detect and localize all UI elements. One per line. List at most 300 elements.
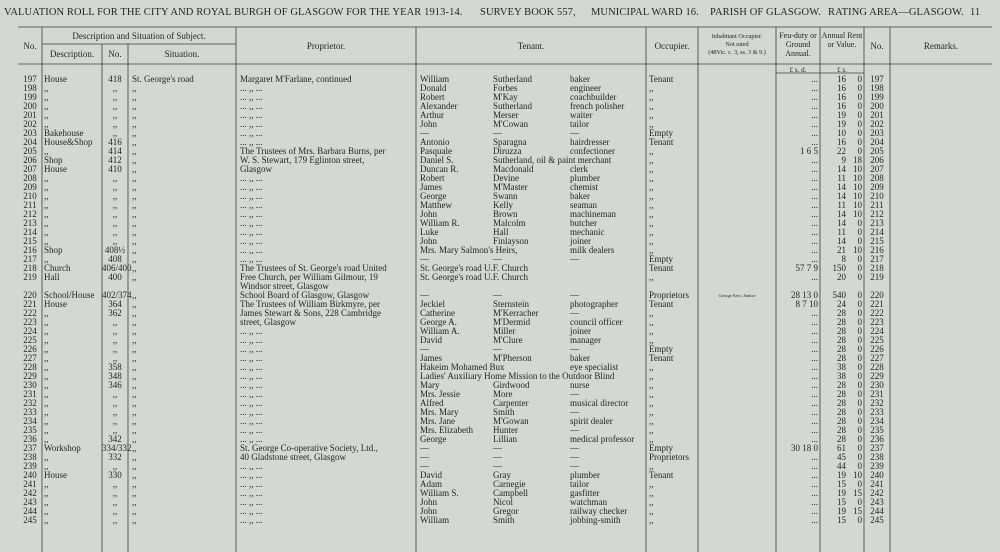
cell-tenant-first: Alexander: [420, 101, 458, 111]
cell-no-right: 221: [870, 299, 884, 309]
cell-tenant-surname: —: [493, 128, 502, 138]
cell-description: Shop: [44, 155, 63, 165]
cell-tenant-first: —: [420, 290, 429, 300]
cell-situation: ,,: [132, 407, 137, 417]
cell-proprietor: ... ,, ...: [240, 101, 263, 111]
cell-tenant-first: John: [420, 119, 438, 129]
cell-feu-duty: ...: [811, 398, 818, 408]
cell-rent-shillings: 0: [857, 398, 862, 408]
cell-proprietor: ... ,, ...: [240, 236, 263, 246]
cell-rent-shillings: 10: [853, 164, 862, 174]
cell-tenant-first: Luke: [420, 227, 439, 237]
cell-tenant-first: John: [420, 209, 438, 219]
cell-tenant-occupation: council officer: [570, 317, 623, 327]
cell-tenant-occupation: —: [570, 308, 579, 318]
col-header-rent: Annual Rent or Value.: [821, 31, 863, 49]
cell-no: 236: [23, 434, 37, 444]
cell-description: ,,: [44, 227, 49, 237]
cell-situation: ,,: [132, 173, 137, 183]
cell-feu-duty: ...: [811, 380, 818, 390]
cell-occupier: Tenant: [649, 299, 674, 309]
cell-house-no: ,,: [112, 191, 118, 201]
cell-proprietor: Glasgow: [240, 164, 272, 174]
cell-tenant-occupation: —: [570, 389, 579, 399]
cell-no: 238: [23, 452, 37, 462]
cell-occupier: Empty: [649, 344, 673, 354]
cell-rent-shillings: 0: [857, 218, 862, 228]
cell-tenant-surname: Sutherland: [493, 101, 532, 111]
cell-rent-pounds: 15: [837, 497, 846, 507]
cell-tenant-surname: Lillian: [493, 434, 517, 444]
cell-rent-pounds: 61: [837, 443, 846, 453]
cell-tenant-surname: Merser: [493, 110, 519, 120]
cell-situation: ,,: [132, 191, 137, 201]
cell-occupier: ,,: [649, 245, 654, 255]
cell-tenant-occupation: french polisher: [570, 101, 625, 111]
cell-proprietor: ... ,, ...: [240, 515, 263, 525]
cell-tenant-surname: Sparagna: [493, 137, 527, 147]
cell-description: ,,: [44, 434, 49, 444]
cell-rent-shillings: 0: [857, 362, 862, 372]
cell-description: ,,: [44, 515, 49, 525]
cell-no: 206: [23, 155, 37, 165]
cell-tenant-occupation: baker: [570, 74, 590, 84]
cell-no-right: 243: [870, 497, 884, 507]
cell-feu-duty: ...: [811, 515, 818, 525]
cell-rent-pounds: 15: [837, 515, 846, 525]
cell-proprietor: Margaret M'Farlane, continued: [240, 74, 352, 84]
cell-feu-duty: ...: [811, 461, 818, 471]
cell-rent-pounds: 19: [837, 119, 846, 129]
cell-feu-duty: ...: [811, 101, 818, 111]
cell-tenant-surname: M'Dermid: [493, 317, 531, 327]
cell-tenant-first: Robert: [420, 173, 445, 183]
cell-rent-pounds: 38: [837, 371, 846, 381]
cell-tenant-first: Ladies' Auxiliary Home Mission to the Outdoor Blind: [420, 371, 615, 381]
cell-feu-duty: ...: [811, 497, 818, 507]
cell-situation: ,,: [132, 164, 137, 174]
cell-situation: ,,: [132, 380, 137, 390]
cell-tenant-first: Antonio: [420, 137, 450, 147]
cell-no-right: 199: [870, 92, 884, 102]
col-header-inhabitant-not-rated: Not rated: [725, 41, 749, 48]
cell-no: 229: [23, 371, 37, 381]
cell-tenant-occupation: tailor: [570, 479, 589, 489]
cell-rent-shillings: 0: [857, 380, 862, 390]
cell-proprietor: ... ,, ...: [240, 254, 263, 264]
cell-no: 199: [23, 92, 37, 102]
cell-rent-pounds: 19: [837, 488, 846, 498]
cell-proprietor: ... ,, ...: [240, 488, 263, 498]
cell-no-right: 200: [870, 101, 884, 111]
cell-tenant-surname: —: [493, 344, 502, 354]
cell-description: ,,: [44, 380, 49, 390]
cell-description: Bakehouse: [44, 128, 84, 138]
cell-situation: ,,: [132, 137, 137, 147]
cell-rent-pounds: 28: [837, 353, 846, 363]
cell-occupier: ,,: [649, 173, 654, 183]
cell-occupier: ,,: [649, 380, 654, 390]
cell-house-no: ,,: [112, 317, 118, 327]
cell-rent-pounds: 16: [837, 137, 846, 147]
cell-feu-duty: ...: [811, 245, 818, 255]
cell-rent-shillings: 0: [857, 83, 862, 93]
cell-house-no: ,,: [112, 92, 118, 102]
cell-house-no: 408½: [104, 245, 126, 255]
cell-rent-shillings: 10: [853, 191, 862, 201]
cell-occupier: Proprietors: [649, 452, 689, 462]
cell-occupier: ,,: [649, 182, 654, 192]
header-ward: MUNICIPAL WARD 16.: [591, 7, 699, 18]
cell-house-no: 410: [108, 164, 122, 174]
cell-feu-duty: ...: [811, 308, 818, 318]
cell-tenant-occupation: clerk: [570, 164, 588, 174]
cell-no-right: 241: [870, 479, 884, 489]
cell-tenant-occupation: railway checker: [570, 506, 628, 516]
cell-tenant-first: Alfred: [420, 398, 444, 408]
cell-house-no: ,,: [112, 416, 118, 426]
cell-house-no: ,,: [112, 110, 118, 120]
cell-feu-duty: ...: [811, 119, 818, 129]
cell-situation: ,,: [132, 155, 137, 165]
cell-proprietor: School Board of Glasgow, Glasgow: [240, 290, 370, 300]
cell-situation: ,,: [132, 497, 137, 507]
cell-tenant-surname: Carnegie: [493, 479, 526, 489]
cell-situation: ,,: [132, 461, 137, 471]
cell-tenant-surname: Kelly: [493, 200, 513, 210]
cell-tenant-surname: —: [493, 443, 502, 453]
cell-situation: ,,: [132, 200, 137, 210]
cell-proprietor: ... ,, ...: [240, 470, 263, 480]
cell-rent-shillings: 0: [857, 308, 862, 318]
cell-occupier: Proprietors: [649, 290, 689, 300]
cell-house-no: ,,: [112, 506, 118, 516]
cell-situation: ,,: [132, 128, 137, 138]
cell-tenant-first: William: [420, 74, 450, 84]
cell-situation: ,,: [132, 119, 137, 129]
cell-tenant-surname: Girdwood: [493, 380, 530, 390]
cell-description: School/House: [44, 290, 95, 300]
cell-tenant-first: George: [420, 191, 447, 201]
cell-house-no: ,,: [112, 119, 118, 129]
cell-tenant-occupation: baker: [570, 191, 590, 201]
cell-tenant-first: William R.: [420, 218, 460, 228]
cell-tenant-occupation: manager: [570, 335, 601, 345]
cell-tenant-surname: —: [493, 290, 502, 300]
col-header-inhabitant-act: (48Vic. c. 3, ss. 3 & 9.): [708, 49, 766, 56]
cell-no-right: 226: [870, 344, 884, 354]
cell-tenant-first: William S.: [420, 488, 459, 498]
cell-rent-shillings: 0: [857, 335, 862, 345]
cell-rent-shillings: 0: [857, 263, 862, 273]
cell-occupier: ,,: [649, 425, 654, 435]
cell-description: ,,: [44, 236, 49, 246]
cell-no: 235: [23, 425, 37, 435]
cell-tenant-surname: Sutherland: [493, 74, 532, 84]
cell-no: 231: [23, 389, 37, 399]
cell-house-no: 346: [108, 380, 122, 390]
cell-no-right: 239: [870, 461, 884, 471]
cell-rent-pounds: 14: [837, 236, 846, 246]
cell-rent-pounds: 19: [837, 110, 846, 120]
cell-feu-duty: ...: [811, 272, 818, 282]
cell-description: ,,: [44, 416, 49, 426]
cell-no-right: 204: [870, 137, 884, 147]
cell-no-right: 209: [870, 182, 884, 192]
cell-rent-pounds: 14: [837, 191, 846, 201]
cell-house-no: ,,: [112, 353, 118, 363]
cell-tenant-surname: Miller: [493, 326, 516, 336]
cell-no-right: 245: [870, 515, 884, 525]
cell-feu-duty: ...: [811, 434, 818, 444]
cell-rent-pounds: 28: [837, 416, 846, 426]
cell-situation: St. George's road: [132, 74, 194, 84]
cell-tenant-occupation: —: [570, 443, 579, 453]
cell-no: 242: [23, 488, 37, 498]
cell-no: 219: [23, 272, 37, 282]
cell-rent-shillings: 0: [857, 317, 862, 327]
cell-rent-shillings: 0: [857, 236, 862, 246]
cell-no-right: 215: [870, 236, 884, 246]
cell-tenant-surname: —: [493, 254, 502, 264]
cell-occupier: ,,: [649, 371, 654, 381]
cell-tenant-surname: Brown: [493, 209, 518, 219]
cell-no-right: 203: [870, 128, 884, 138]
cell-occupier: ,,: [649, 335, 654, 345]
cell-rent-shillings: 0: [857, 344, 862, 354]
cell-occupier: ,,: [649, 218, 654, 228]
cell-proprietor: 40 Gladstone street, Glasgow: [240, 452, 346, 462]
cell-proprietor: Windsor street, Glasgow: [240, 281, 329, 291]
cell-description: ,,: [44, 308, 49, 318]
cell-proprietor: ... ,, ...: [240, 128, 263, 138]
cell-rent-shillings: 0: [857, 434, 862, 444]
cell-house-no: 334/332: [102, 443, 132, 453]
cell-rent-shillings: 0: [857, 272, 862, 282]
cell-description: ,,: [44, 506, 49, 516]
cell-tenant-occupation: —: [570, 254, 579, 264]
cell-no-right: 240: [870, 470, 884, 480]
cell-no: 221: [23, 299, 37, 309]
cell-tenant-occupation: plumber: [570, 173, 600, 183]
cell-occupier: ,,: [649, 119, 654, 129]
cell-no: 230: [23, 380, 37, 390]
cell-no: 208: [23, 173, 37, 183]
cell-tenant-occupation: —: [570, 344, 579, 354]
units-rent: £ s.: [837, 66, 847, 74]
cell-rent-shillings: 0: [857, 128, 862, 138]
cell-occupier: ,,: [649, 479, 654, 489]
cell-house-no: ,,: [112, 407, 118, 417]
cell-no-right: 234: [870, 416, 884, 426]
cell-rent-pounds: 22: [837, 146, 846, 156]
cell-rent-shillings: 10: [853, 173, 862, 183]
cell-tenant-first: St. George's road U.F. Church: [420, 272, 528, 282]
cell-rent-pounds: 150: [832, 263, 846, 273]
cell-proprietor: ... ,, ...: [240, 209, 263, 219]
cell-feu-duty: ...: [811, 326, 818, 336]
cell-tenant-occupation: —: [570, 461, 579, 471]
cell-rent-pounds: 11: [837, 173, 846, 183]
cell-rent-pounds: 16: [837, 101, 846, 111]
cell-feu-duty: 28 13 0: [791, 290, 818, 300]
cell-no: 220: [23, 290, 37, 300]
cell-feu-duty: ...: [811, 227, 818, 237]
cell-no: 245: [23, 515, 37, 525]
cell-situation: ,,: [132, 83, 137, 93]
cell-proprietor: Free Church, per William Gilmour, 19: [240, 272, 378, 282]
cell-situation: ,,: [132, 317, 137, 327]
cell-house-no: 418: [108, 74, 122, 84]
cell-tenant-surname: Diruzza: [493, 146, 522, 156]
cell-proprietor: W. S. Stewart, 179 Eglinton street,: [240, 155, 365, 165]
cell-proprietor: ... ,, ...: [240, 461, 263, 471]
cell-feu-duty: ...: [811, 506, 818, 516]
cell-rent-shillings: 0: [857, 146, 862, 156]
cell-occupier: Tenant: [649, 137, 674, 147]
cell-occupier: Tenant: [649, 470, 674, 480]
cell-proprietor: St. George Co-operative Society, Ltd.,: [240, 443, 378, 453]
cell-proprietor: ... ,, ...: [240, 362, 263, 372]
cell-feu-duty: 8 7 10: [795, 299, 818, 309]
cell-occupier: Empty: [649, 443, 673, 453]
cell-tenant-occupation: photographer: [570, 299, 618, 309]
cell-tenant-first: Arthur: [420, 110, 444, 120]
cell-feu-duty: ...: [811, 218, 818, 228]
cell-tenant-occupation: —: [570, 452, 579, 462]
cell-description: ,,: [44, 335, 49, 345]
col-header-no: No.: [23, 41, 37, 51]
cell-rent-shillings: 0: [857, 416, 862, 426]
cell-house-no: 364: [108, 299, 122, 309]
cell-tenant-occupation: mechanic: [570, 227, 605, 237]
cell-tenant-surname: M'Cowan: [493, 119, 529, 129]
cell-no: 204: [23, 137, 37, 147]
cell-occupier: ,,: [649, 83, 654, 93]
cell-proprietor: street, Glasgow: [240, 317, 296, 327]
cell-tenant-occupation: tailor: [570, 119, 589, 129]
cell-no-right: 214: [870, 227, 884, 237]
cell-rent-shillings: 0: [857, 353, 862, 363]
cell-rent-shillings: 0: [857, 119, 862, 129]
cell-tenant-surname: Smith: [493, 407, 515, 417]
cell-no-right: 216: [870, 245, 884, 255]
cell-tenant-first: Catherine: [420, 308, 455, 318]
cell-tenant-surname: Sternstein: [493, 299, 529, 309]
cell-tenant-occupation: musical director: [570, 398, 629, 408]
cell-situation: ,,: [132, 389, 137, 399]
cell-no-right: 222: [870, 308, 884, 318]
cell-rent-pounds: 28: [837, 326, 846, 336]
cell-situation: ,,: [132, 398, 137, 408]
cell-tenant-first: Donald: [420, 83, 447, 93]
cell-tenant-first: John: [420, 506, 438, 516]
cell-no-right: 238: [870, 452, 884, 462]
cell-feu-duty: ...: [811, 137, 818, 147]
cell-tenant-first: John: [420, 497, 438, 507]
cell-tenant-surname: Nicol: [493, 497, 513, 507]
cell-rent-pounds: 11: [837, 200, 846, 210]
cell-description: House&Shop: [44, 137, 93, 147]
cell-no: 210: [23, 191, 37, 201]
cell-feu-duty: ...: [811, 74, 818, 84]
cell-occupier: ,,: [649, 488, 654, 498]
cell-house-no: ,,: [112, 173, 118, 183]
cell-no: 224: [23, 326, 37, 336]
cell-situation: ,,: [132, 209, 137, 219]
cell-house-no: ,,: [112, 488, 118, 498]
cell-house-no: ,,: [112, 425, 118, 435]
cell-tenant-occupation: joiner: [570, 236, 591, 246]
cell-rent-pounds: 540: [832, 290, 846, 300]
cell-no: 223: [23, 317, 37, 327]
cell-no: 241: [23, 479, 37, 489]
cell-tenant-occupation: seaman: [570, 200, 597, 210]
cell-no: 228: [23, 362, 37, 372]
cell-description: ,,: [44, 110, 49, 120]
cell-no-right: 229: [870, 371, 884, 381]
cell-feu-duty: ...: [811, 479, 818, 489]
cell-tenant-first: Hakeim Mohamed Bux: [420, 362, 505, 372]
cell-tenant-occupation: eye specialist: [570, 362, 619, 372]
cell-situation: ,,: [132, 236, 137, 246]
cell-rent-pounds: 14: [837, 209, 846, 219]
cell-no-right: 217: [870, 254, 884, 264]
cell-occupier: Tenant: [649, 263, 674, 273]
cell-description: ,,: [44, 353, 49, 363]
cell-proprietor: ... ,, ...: [240, 182, 263, 192]
cell-feu-duty: ...: [811, 344, 818, 354]
cell-occupier: ,,: [649, 389, 654, 399]
cell-situation: ,,: [132, 110, 137, 120]
cell-no: 212: [23, 209, 37, 219]
cell-rent-shillings: 15: [853, 488, 862, 498]
cell-tenant-occupation: gasfitter: [570, 488, 600, 498]
cell-rent-shillings: 0: [857, 74, 862, 84]
cell-situation: ,,: [132, 371, 137, 381]
cell-tenant-surname: —: [493, 452, 502, 462]
cell-tenant-first: Jeckiel: [420, 299, 445, 309]
col-header-situation: Situation.: [164, 49, 200, 59]
cell-house-no: ,,: [112, 83, 118, 93]
cell-no-right: 223: [870, 317, 884, 327]
cell-description: ,,: [44, 119, 49, 129]
cell-rent-pounds: 14: [837, 218, 846, 228]
cell-rent-shillings: 0: [857, 299, 862, 309]
cell-no-right: 202: [870, 119, 884, 129]
cell-no-right: 242: [870, 488, 884, 498]
cell-rent-shillings: 10: [853, 200, 862, 210]
cell-situation: ,,: [132, 101, 137, 111]
cell-situation: ,,: [132, 182, 137, 192]
cell-feu-duty: ...: [811, 389, 818, 399]
cell-house-no: ,,: [112, 398, 118, 408]
header-parish: PARISH OF GLASGOW.: [710, 7, 822, 18]
cell-occupier: ,,: [649, 407, 654, 417]
cell-tenant-first: Robert: [420, 92, 445, 102]
cell-rent-shillings: 0: [857, 326, 862, 336]
cell-tenant-first: Pasquale: [420, 146, 452, 156]
cell-rent-shillings: 0: [857, 515, 862, 525]
cell-occupier: ,,: [649, 155, 654, 165]
cell-house-no: 406/400: [102, 263, 132, 273]
cell-rent-pounds: 28: [837, 380, 846, 390]
cell-tenant-surname: Campbell: [493, 488, 528, 498]
cell-no-right: 206: [870, 155, 884, 165]
cell-tenant-occupation: coachbuilder: [570, 92, 617, 102]
cell-feu-duty: ...: [811, 200, 818, 210]
cell-description: ,,: [44, 398, 49, 408]
